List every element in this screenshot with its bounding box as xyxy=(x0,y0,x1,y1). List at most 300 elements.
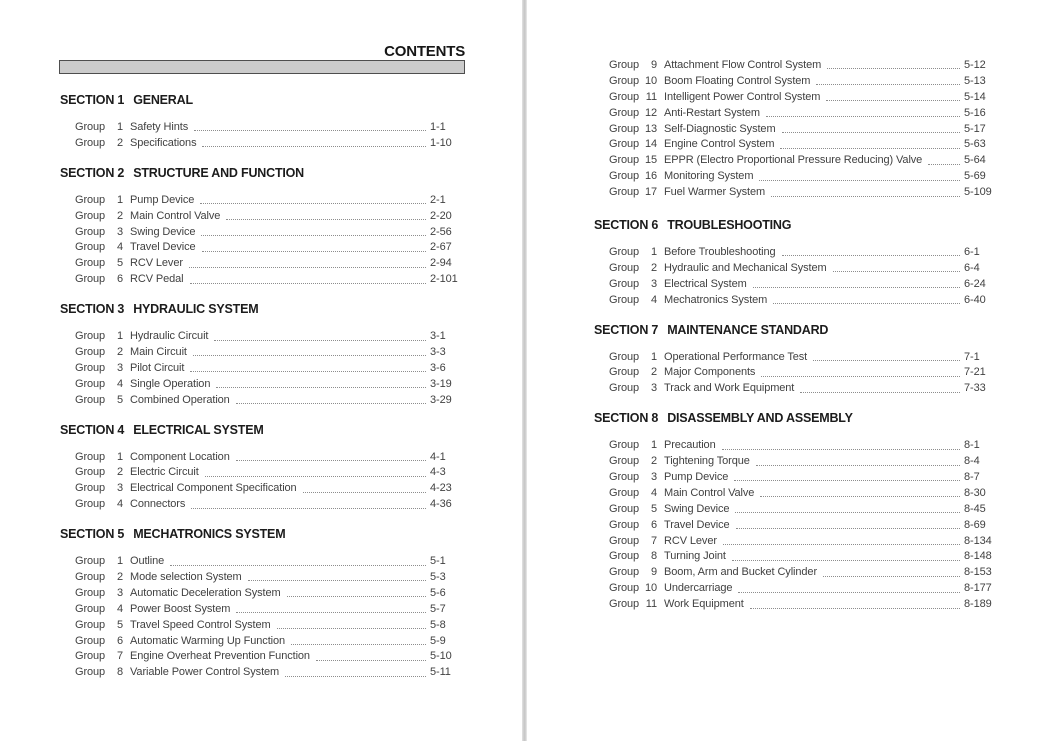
group-number: 16 xyxy=(644,170,657,183)
dot-leader xyxy=(194,122,426,131)
group-title: Hydraulic Circuit xyxy=(130,330,209,343)
group-number: 8 xyxy=(116,666,123,679)
page-number: 3-6 xyxy=(430,361,446,374)
dot-leader xyxy=(190,275,426,284)
page-number: 2-94 xyxy=(430,257,452,270)
dot-leader xyxy=(216,379,426,388)
group-word: Group xyxy=(75,586,106,599)
section-label: SECTION 6 xyxy=(594,218,659,233)
dot-leader xyxy=(823,568,960,577)
group-number: 1 xyxy=(116,120,123,133)
page-number: 5-1 xyxy=(430,555,446,568)
group-word: Group xyxy=(609,277,640,290)
group-word: Group xyxy=(609,293,640,306)
page-number: 3-1 xyxy=(430,330,446,343)
section-name: ELECTRICAL SYSTEM xyxy=(133,422,264,437)
dot-leader xyxy=(760,488,960,497)
dot-leader xyxy=(813,352,960,361)
group-number: 15 xyxy=(644,154,657,167)
dot-leader xyxy=(277,620,426,629)
page-number: 7-33 xyxy=(964,382,986,395)
group-title: Electric Circuit xyxy=(130,466,199,479)
group-title: Travel Speed Control System xyxy=(130,618,271,631)
section-heading xyxy=(594,410,1000,426)
group-number: 2 xyxy=(650,455,657,468)
right-page xyxy=(527,0,1050,741)
group-title: RCV Lever xyxy=(130,257,183,270)
toc-entry xyxy=(60,224,466,240)
page-number: 5-7 xyxy=(430,602,446,615)
group-number: 2 xyxy=(650,366,657,379)
group-word: Group xyxy=(75,634,106,647)
group-number: 5 xyxy=(116,257,123,270)
group-number: 5 xyxy=(650,502,657,515)
group-title: Engine Control System xyxy=(664,138,775,151)
group-title: EPPR (Electro Proportional Pressure Reducing) Valve xyxy=(664,154,923,167)
group-word: Group xyxy=(609,58,640,71)
page-number: 8-153 xyxy=(964,566,992,579)
dot-leader xyxy=(200,195,426,204)
dot-leader xyxy=(735,504,960,513)
group-number: 2 xyxy=(650,261,657,274)
group-number: 1 xyxy=(116,193,123,206)
group-title: Swing Device xyxy=(130,225,196,238)
section-label: SECTION 3 xyxy=(60,302,125,317)
page-number: 5-16 xyxy=(964,106,986,119)
group-word: Group xyxy=(609,261,640,274)
dot-leader xyxy=(248,572,426,581)
group-number: 2 xyxy=(116,466,123,479)
group-word: Group xyxy=(609,170,640,183)
toc-section-2 xyxy=(60,165,466,287)
toc-section-1 xyxy=(60,92,466,151)
toc-entry xyxy=(60,208,466,224)
group-word: Group xyxy=(609,455,640,468)
toc-entry xyxy=(594,501,1000,517)
group-word: Group xyxy=(609,534,640,547)
left-page xyxy=(0,0,522,741)
group-number: 12 xyxy=(644,106,657,119)
group-title: Specifications xyxy=(130,136,197,149)
group-word: Group xyxy=(75,650,106,663)
dot-leader xyxy=(833,263,960,272)
toc-section-5 xyxy=(60,526,466,680)
group-word: Group xyxy=(75,120,106,133)
toc-section-8 xyxy=(594,410,1000,612)
dot-leader xyxy=(827,60,960,69)
section-label: SECTION 1 xyxy=(60,93,125,107)
group-number: 11 xyxy=(645,90,657,103)
group-title: Major Components xyxy=(664,366,756,379)
group-title: Work Equipment xyxy=(664,598,744,611)
toc-entry xyxy=(60,664,466,680)
section-name: DISASSEMBLY AND ASSEMBLY xyxy=(667,411,853,426)
group-number: 3 xyxy=(116,225,123,238)
toc-entry xyxy=(60,449,466,465)
section-name: TROUBLESHOOTING xyxy=(667,218,792,233)
dot-leader xyxy=(782,124,960,133)
group-title: Tightening Torque xyxy=(664,455,750,468)
dot-leader xyxy=(761,368,960,377)
section-heading xyxy=(60,92,466,108)
section-label: SECTION 8 xyxy=(594,411,659,426)
toc-entry xyxy=(60,119,466,135)
section-heading xyxy=(60,422,466,438)
toc-right-column xyxy=(594,57,1000,626)
toc-entry xyxy=(594,548,1000,564)
dot-leader xyxy=(236,452,426,461)
page-number: 6-24 xyxy=(964,277,986,290)
section-heading xyxy=(60,526,466,542)
toc-entry xyxy=(594,121,1000,137)
group-word: Group xyxy=(75,136,106,149)
group-word: Group xyxy=(75,377,106,390)
group-number: 2 xyxy=(116,136,123,149)
page-number: 6-4 xyxy=(964,261,980,274)
group-word: Group xyxy=(609,138,640,151)
group-number: 7 xyxy=(116,650,123,663)
toc-entry xyxy=(594,349,1000,365)
group-word: Group xyxy=(75,498,106,511)
dot-leader xyxy=(826,92,960,101)
section-heading xyxy=(60,165,466,181)
toc-entry xyxy=(60,601,466,617)
toc-entry xyxy=(594,564,1000,580)
toc-section-7 xyxy=(594,322,1000,397)
page-number: 8-4 xyxy=(964,455,980,468)
group-number: 6 xyxy=(650,518,657,531)
group-word: Group xyxy=(75,555,106,568)
section-heading xyxy=(594,322,1000,338)
dot-leader xyxy=(753,279,960,288)
group-title: Power Boost System xyxy=(130,602,231,615)
group-title: Boom Floating Control System xyxy=(664,74,811,87)
group-number: 4 xyxy=(650,293,657,306)
group-number: 13 xyxy=(644,122,657,135)
group-word: Group xyxy=(609,439,640,452)
section-name: MAINTENANCE STANDARD xyxy=(667,322,829,337)
group-title: Variable Power Control System xyxy=(130,666,280,679)
group-title: Connectors xyxy=(130,498,186,511)
group-word: Group xyxy=(75,450,106,463)
dot-leader xyxy=(287,588,426,597)
group-word: Group xyxy=(609,518,640,531)
toc-entry xyxy=(60,360,466,376)
dot-leader xyxy=(201,227,426,236)
group-title: RCV Pedal xyxy=(130,273,184,286)
page-number: 5-17 xyxy=(964,122,986,135)
toc-entry xyxy=(60,617,466,633)
page-number: 3-3 xyxy=(430,345,446,358)
group-title: Single Operation xyxy=(130,377,211,390)
toc-entry xyxy=(594,244,1000,260)
group-title: Intelligent Power Control System xyxy=(664,90,821,103)
dot-leader xyxy=(170,557,426,566)
group-number: 1 xyxy=(116,555,123,568)
toc-section-5-continuation xyxy=(594,57,1000,200)
toc-entry xyxy=(60,480,466,496)
page-number: 5-6 xyxy=(430,586,446,599)
toc-entry xyxy=(594,276,1000,292)
group-word: Group xyxy=(609,350,640,363)
toc-entry xyxy=(60,648,466,664)
toc-entry xyxy=(594,260,1000,276)
group-title: Pump Device xyxy=(664,470,729,483)
group-title: Combined Operation xyxy=(130,393,230,406)
group-number: 7 xyxy=(650,534,657,547)
dot-leader xyxy=(723,536,960,545)
dot-leader xyxy=(756,457,960,466)
group-word: Group xyxy=(609,470,640,483)
dot-leader xyxy=(816,76,960,85)
group-title: RCV Lever xyxy=(664,534,717,547)
section-name: HYDRAULIC SYSTEM xyxy=(133,302,259,317)
dot-leader xyxy=(202,138,426,147)
toc-entry xyxy=(594,533,1000,549)
toc-entry xyxy=(594,105,1000,121)
toc-entry xyxy=(60,135,466,151)
group-number: 1 xyxy=(650,350,657,363)
group-title: Automatic Warming Up Function xyxy=(130,634,286,647)
group-title: Self-Diagnostic System xyxy=(664,122,776,135)
section-label: SECTION 5 xyxy=(60,527,125,542)
group-number: 10 xyxy=(644,74,657,87)
page-number: 4-36 xyxy=(430,498,452,511)
group-title: Pilot Circuit xyxy=(130,361,185,374)
group-word: Group xyxy=(75,241,106,254)
group-title: Engine Overheat Prevention Function xyxy=(130,650,310,663)
toc-entry xyxy=(594,380,1000,396)
dot-leader xyxy=(759,172,960,181)
page-number: 2-101 xyxy=(430,273,458,286)
group-number: 2 xyxy=(116,570,123,583)
group-title: Automatic Deceleration System xyxy=(130,586,281,599)
page-number: 8-134 xyxy=(964,534,992,547)
page-number: 6-40 xyxy=(964,293,986,306)
toc-entry xyxy=(594,485,1000,501)
group-number: 1 xyxy=(116,450,123,463)
toc-entry xyxy=(594,57,1000,73)
group-word: Group xyxy=(609,245,640,258)
toc-entry xyxy=(60,585,466,601)
toc-entry xyxy=(594,152,1000,168)
group-word: Group xyxy=(75,666,106,679)
toc-entry xyxy=(60,496,466,512)
group-number: 3 xyxy=(650,382,657,395)
toc-entry xyxy=(594,184,1000,200)
toc-entry xyxy=(594,596,1000,612)
dot-leader xyxy=(291,636,426,645)
group-number: 3 xyxy=(116,361,123,374)
page-number: 5-13 xyxy=(964,74,986,87)
toc-section-6 xyxy=(594,217,1000,308)
group-word: Group xyxy=(609,550,640,563)
group-number: 3 xyxy=(650,470,657,483)
dot-leader xyxy=(189,259,426,268)
toc-entry xyxy=(594,580,1000,596)
group-word: Group xyxy=(609,186,640,199)
group-number: 3 xyxy=(116,482,123,495)
group-word: Group xyxy=(75,618,106,631)
group-number: 4 xyxy=(650,486,657,499)
group-title: Monitoring System xyxy=(664,170,754,183)
page-number: 5-109 xyxy=(964,186,992,199)
toc-section-3 xyxy=(60,301,466,407)
title-underline-bar xyxy=(59,60,465,74)
page-number: 2-56 xyxy=(430,225,452,238)
page-number: 3-29 xyxy=(430,393,452,406)
group-number: 10 xyxy=(644,582,657,595)
group-title: Outline xyxy=(130,555,165,568)
group-title: Electrical Component Specification xyxy=(130,482,297,495)
group-word: Group xyxy=(75,361,106,374)
group-word: Group xyxy=(609,122,640,135)
group-number: 14 xyxy=(644,138,657,151)
dot-leader xyxy=(191,500,426,509)
group-title: Mechatronics System xyxy=(664,293,768,306)
dot-leader xyxy=(734,472,960,481)
group-number: 9 xyxy=(650,58,657,71)
page-number: 4-3 xyxy=(430,466,446,479)
dot-leader xyxy=(780,140,960,149)
group-word: Group xyxy=(609,566,640,579)
group-word: Group xyxy=(609,106,640,119)
group-word: Group xyxy=(609,154,640,167)
page-number: 2-20 xyxy=(430,209,452,222)
toc-entry xyxy=(60,376,466,392)
dot-leader xyxy=(193,347,426,356)
dot-leader xyxy=(214,332,426,341)
group-word: Group xyxy=(75,193,106,206)
group-title: Hydraulic and Mechanical System xyxy=(664,261,827,274)
dot-leader xyxy=(236,604,426,613)
page-number: 1-10 xyxy=(430,136,452,149)
group-word: Group xyxy=(609,598,640,611)
section-heading xyxy=(594,217,1000,233)
group-word: Group xyxy=(75,393,106,406)
page-number: 4-1 xyxy=(430,450,446,463)
group-word: Group xyxy=(609,74,640,87)
group-word: Group xyxy=(75,466,106,479)
group-title: Precaution xyxy=(664,439,716,452)
group-word: Group xyxy=(75,570,106,583)
group-title: Main Circuit xyxy=(130,345,187,358)
toc-entry xyxy=(60,239,466,255)
group-title: Main Control Valve xyxy=(130,209,221,222)
toc-entry xyxy=(594,73,1000,89)
toc-entry xyxy=(594,292,1000,308)
page-number: 8-148 xyxy=(964,550,992,563)
toc-entry xyxy=(60,464,466,480)
group-title: Boom, Arm and Bucket Cylinder xyxy=(664,566,818,579)
section-label: SECTION 7 xyxy=(594,322,659,337)
page-number: 5-64 xyxy=(964,154,986,167)
group-number: 1 xyxy=(650,439,657,452)
dot-leader xyxy=(303,484,426,493)
section-label: SECTION 4 xyxy=(60,422,125,437)
page-number: 6-1 xyxy=(964,245,980,258)
group-title: Component Location xyxy=(130,450,230,463)
section-name: MECHATRONICS SYSTEM xyxy=(133,527,286,542)
group-number: 9 xyxy=(650,566,657,579)
group-title: Electrical System xyxy=(664,277,747,290)
dot-leader xyxy=(202,243,426,252)
toc-entry xyxy=(594,168,1000,184)
group-word: Group xyxy=(609,502,640,515)
group-title: Mode selection System xyxy=(130,570,242,583)
group-number: 8 xyxy=(650,550,657,563)
group-word: Group xyxy=(75,482,106,495)
group-number: 2 xyxy=(116,345,123,358)
group-title: Track and Work Equipment xyxy=(664,382,795,395)
page-number: 4-23 xyxy=(430,482,452,495)
group-number: 2 xyxy=(116,209,123,222)
dot-leader xyxy=(766,108,960,117)
dot-leader xyxy=(736,520,960,529)
group-title: Pump Device xyxy=(130,193,195,206)
dot-leader xyxy=(771,188,960,197)
group-word: Group xyxy=(75,602,106,615)
dot-leader xyxy=(316,652,426,661)
group-word: Group xyxy=(75,209,106,222)
group-number: 6 xyxy=(116,273,123,286)
dot-leader xyxy=(190,363,426,372)
group-word: Group xyxy=(75,345,106,358)
group-word: Group xyxy=(609,366,640,379)
dot-leader xyxy=(738,584,960,593)
toc-entry xyxy=(594,437,1000,453)
dot-leader xyxy=(750,600,960,609)
toc-entry xyxy=(60,255,466,271)
page-number: 8-7 xyxy=(964,470,980,483)
group-title: Anti-Restart System xyxy=(664,106,760,119)
page-number: 5-9 xyxy=(430,634,446,647)
group-number: 1 xyxy=(650,245,657,258)
page-number: 2-1 xyxy=(430,193,446,206)
group-number: 3 xyxy=(650,277,657,290)
group-title: Before Troubleshooting xyxy=(664,245,776,258)
section-heading xyxy=(60,301,466,317)
group-title: Safety Hints xyxy=(130,120,189,133)
group-number: 4 xyxy=(116,602,123,615)
toc-entry xyxy=(60,392,466,408)
page-number: 8-30 xyxy=(964,486,986,499)
page-number: 5-10 xyxy=(430,650,452,663)
group-word: Group xyxy=(609,582,640,595)
toc-entry xyxy=(60,271,466,287)
page-number: 3-19 xyxy=(430,377,452,390)
dot-leader xyxy=(782,247,960,256)
toc-entry xyxy=(60,344,466,360)
toc-entry xyxy=(60,328,466,344)
page-number: 8-177 xyxy=(964,582,992,595)
group-word: Group xyxy=(75,273,106,286)
page-number: 5-8 xyxy=(430,618,446,631)
toc-section-4 xyxy=(60,422,466,513)
section-label: SECTION 2 xyxy=(60,165,125,180)
page-title: CONTENTS xyxy=(384,43,465,60)
page-number: 8-1 xyxy=(964,439,980,452)
page-number: 8-69 xyxy=(964,518,986,531)
section-name: STRUCTURE AND FUNCTION xyxy=(133,165,305,180)
group-number: 4 xyxy=(116,241,123,254)
group-word: Group xyxy=(609,90,640,103)
group-word: Group xyxy=(75,257,106,270)
section-name: GENERAL xyxy=(133,93,193,107)
group-number: 1 xyxy=(116,330,123,343)
group-title: Undercarriage xyxy=(664,582,733,595)
dot-leader xyxy=(722,441,960,450)
